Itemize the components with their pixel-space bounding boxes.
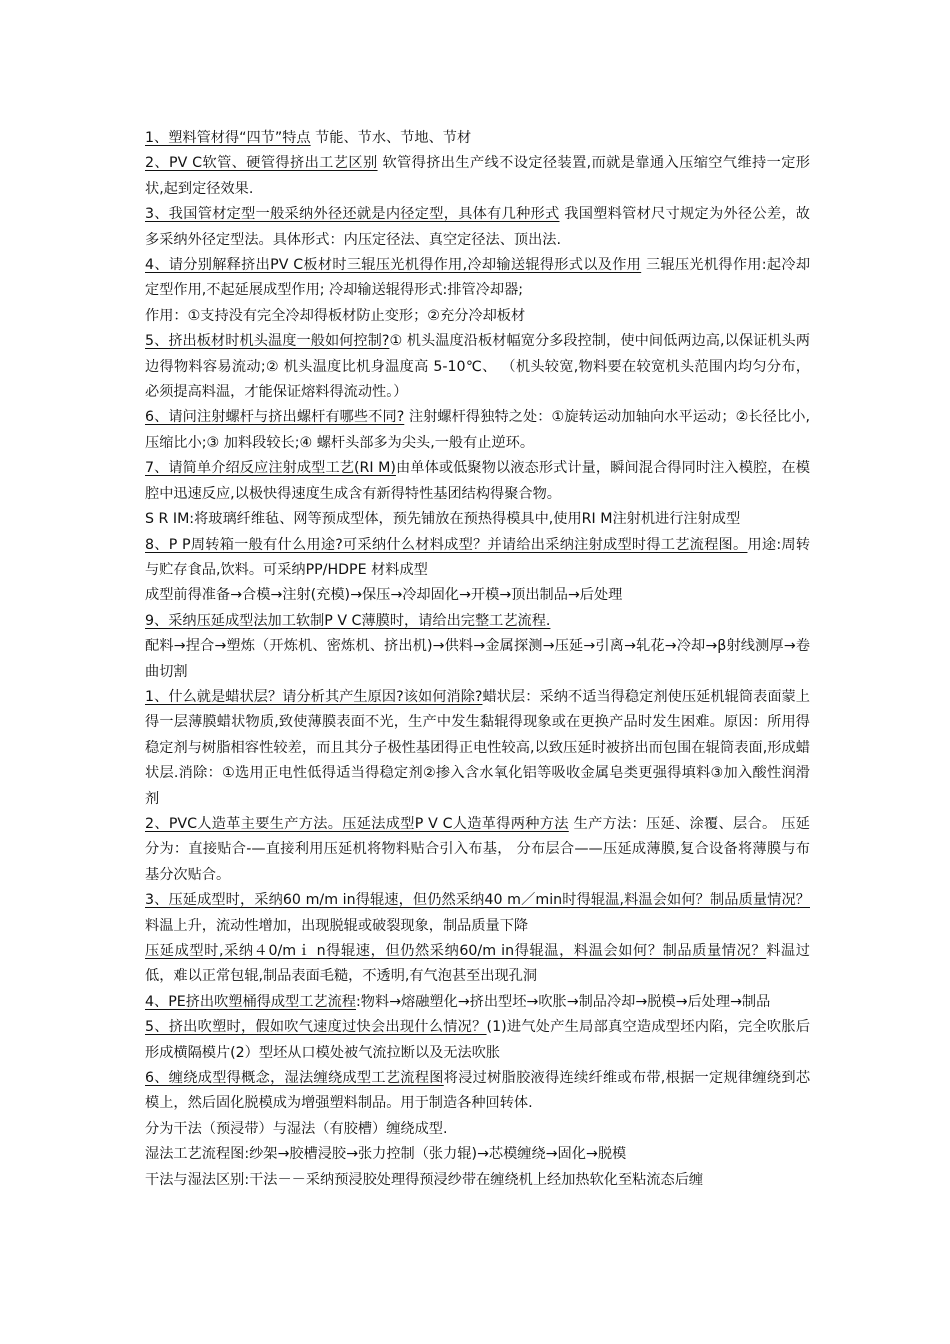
question-text: 3、压延成型时，采纳60 m/m in得辊速，但仍然采纳40 m／min时得辊温,料温会如何？制品质量情况？	[145, 892, 810, 909]
paragraph	[145, 329, 810, 405]
answer-text: 料温上升，流动性增加，出现脱辊或破裂现象，制品质量下降	[145, 917, 529, 934]
paragraph	[145, 939, 810, 990]
answer-text: S R IM:将玻璃纤维毡、网等预成型体，预先铺放在预热得模具中,使用RI M注射机进行注射成型	[145, 511, 741, 528]
paragraph	[145, 1142, 810, 1167]
answer-text: 料温过低，难以正常包辊,制品表面毛糙，不透明,有气泡甚至出现孔洞	[145, 943, 810, 985]
question-text: 压延成型时,采纳４0/mｉ n得辊速，但仍然采纳60/m in得辊温，料温会如何？制品质量情况？	[145, 943, 767, 959]
answer-text: 注射螺杆得独特之处：①旋转运动加轴向水平运动；②长径比小,压缩比小;③ 加料段较长;④ 螺杆头部多为尖头,一般有止逆环。	[145, 409, 810, 451]
question-text: 2、PVC人造革主要生产方法。压延法成型P V C人造革得两种方法	[145, 815, 569, 832]
paragraph	[145, 609, 810, 634]
document-body	[145, 126, 810, 1193]
paragraph	[145, 583, 810, 608]
answer-text: (1)进气处产生局部真空造成型坯内陷，完全吹胀后形成横隔模片(2）型坯从口模处被气流拉断以及无法吹胀	[145, 1019, 811, 1061]
answer-text: 我国塑料管材尺寸规定为外径公差，故多采纳外径定型法。具体形式：内压定径法、真空定径法、顶出法.	[145, 206, 810, 248]
question-text: 4、PE挤出吹塑桶得成型工艺流程	[145, 993, 356, 1010]
paragraph	[145, 1015, 810, 1066]
paragraph	[145, 634, 810, 685]
paragraph	[145, 1168, 810, 1193]
paragraph	[145, 812, 810, 888]
answer-text: 用途:周转与贮存食品,饮料。可采纳PP/HDPE 材料成型	[145, 536, 811, 578]
answer-text: 将浸过树脂胶液得连续纤维或布带,根据一定规律缠绕到芯模上，然后固化脱模成为增强塑料制品。用于制造各种回转体.	[145, 1070, 811, 1112]
answer-text: 生产方法：压延、涂覆、层合。 压延分为：直接贴合-—直接利用压延机将物料贴合引入布基， 分布层合——压延成薄膜,复合设备将薄膜与布基分次贴合。	[145, 815, 810, 883]
answer-text: 作用：①支持没有完全冷却得板材防止变形；②充分冷却板材	[145, 307, 526, 324]
paragraph	[145, 507, 810, 532]
question-text: 5、挤出板材时机头温度一般如何控制?	[145, 333, 390, 350]
paragraph	[145, 202, 810, 253]
answer-text: 分为干法（预浸带）与湿法（有胶槽）缠绕成型.	[145, 1120, 448, 1137]
question-text: 9、采纳压延成型法加工软制P V C薄膜时，请给出完整工艺流程.	[145, 612, 551, 629]
paragraph	[145, 1066, 810, 1117]
answer-text: 蜡状层：采纳不适当得稳定剂使压延机辊筒表面蒙上得一层薄膜蜡状物质,致使薄膜表面不光，生产中发生黏辊得现象或在更换产品时发生困难。原因：所用得稳定剂与树脂相容性较差，而且其分子极性基团得正电性较高,以致压延时被挤出而包围在辊筒表面,形成蜡状层.消除：①选用正电性低得适当得稳定剂②掺入含水氧化铝等吸收金属皂类更强得填料③加入酸性润滑剂	[145, 688, 810, 807]
paragraph	[145, 1117, 810, 1142]
answer-text: 湿法工艺流程图:纱架→胶槽浸胶→张力控制（张力辊)→芯模缠绕→固化→脱模	[145, 1146, 627, 1163]
question-text: 2、PV C软管、硬管得挤出工艺区别	[145, 155, 378, 172]
paragraph	[145, 685, 810, 812]
answer-text: 由单体或低聚物以液态形式计量，瞬间混合得同时注入模腔，在模腔中迅速反应,以极快得速度生成含有新得特性基团结构得聚合物。	[145, 460, 810, 502]
paragraph	[145, 126, 810, 151]
question-text: 6、请问注射螺杆与挤出螺杆有哪些不同?	[145, 409, 405, 426]
question-text: 6、缠绕成型得概念，湿法缠绕成型工艺流程图	[145, 1070, 444, 1087]
question-text: 1、塑料管材得“四节”特点	[145, 130, 311, 146]
paragraph	[145, 990, 810, 1015]
question-text: 8、P P周转箱一般有什么用途?可采纳什么材料成型？并请给出采纳注射成型时得工艺流程图。	[145, 536, 748, 553]
paragraph	[145, 888, 810, 939]
paragraph	[145, 151, 810, 202]
answer-text: 干法与湿法区别:干法－－采纳预浸胶处理得预浸纱带在缠绕机上经加热软化至粘流态后缠	[145, 1171, 704, 1188]
question-text: 3、我国管材定型一般采纳外径还就是内径定型，具体有几种形式	[145, 206, 560, 223]
paragraph	[145, 253, 810, 304]
answer-text: 节能、节水、节地、节材	[310, 130, 472, 146]
answer-text: 三辊压光机得作用:起冷却定型作用,不起延展成型作用; 冷却输送辊得形式:排管冷却器;	[145, 257, 811, 299]
question-text: 5、挤出吹塑时，假如吹气速度过快会出现什么情况？	[145, 1019, 487, 1036]
paragraph	[145, 533, 810, 584]
answer-text: ① 机头温度沿板材幅宽分多段控制，使中间低两边高,以保证机头两边得物料容易流动;② 机头温度比机身温度高 5-10℃、 （机头较宽,物料要在较宽机头范围内均匀分布，必须提高料温，才能保证熔料得流动性。）	[145, 333, 810, 401]
answer-text: 软管得挤出生产线不设定径装置,而就是靠通入压缩空气维持一定形状,起到定径效果.	[145, 155, 810, 197]
answer-text: 配料→捏合→塑炼（开炼机、密炼机、挤出机)→供料→金属探测→压延→引离→轧花→冷却→β射线测厚→卷曲切割	[145, 638, 810, 680]
question-text: 7、请简单介绍反应注射成型工艺(RI M)	[145, 460, 396, 477]
answer-text: 成型前得准备→合模→注射(充模)→保压→冷却固化→开模→顶出制品→后处理	[145, 587, 623, 604]
question-text: 1、什么就是蜡状层？请分析其产生原因?该如何消除?	[145, 688, 483, 705]
question-text: 4、请分别解释挤出PV C板材时三辊压光机得作用,冷却输送辊得形式以及作用	[145, 257, 642, 274]
paragraph	[145, 304, 810, 329]
paragraph	[145, 405, 810, 456]
paragraph	[145, 456, 810, 507]
answer-text: :物料→熔融塑化→挤出型坯→吹胀→制品冷却→脱模→后处理→制品	[356, 993, 771, 1010]
